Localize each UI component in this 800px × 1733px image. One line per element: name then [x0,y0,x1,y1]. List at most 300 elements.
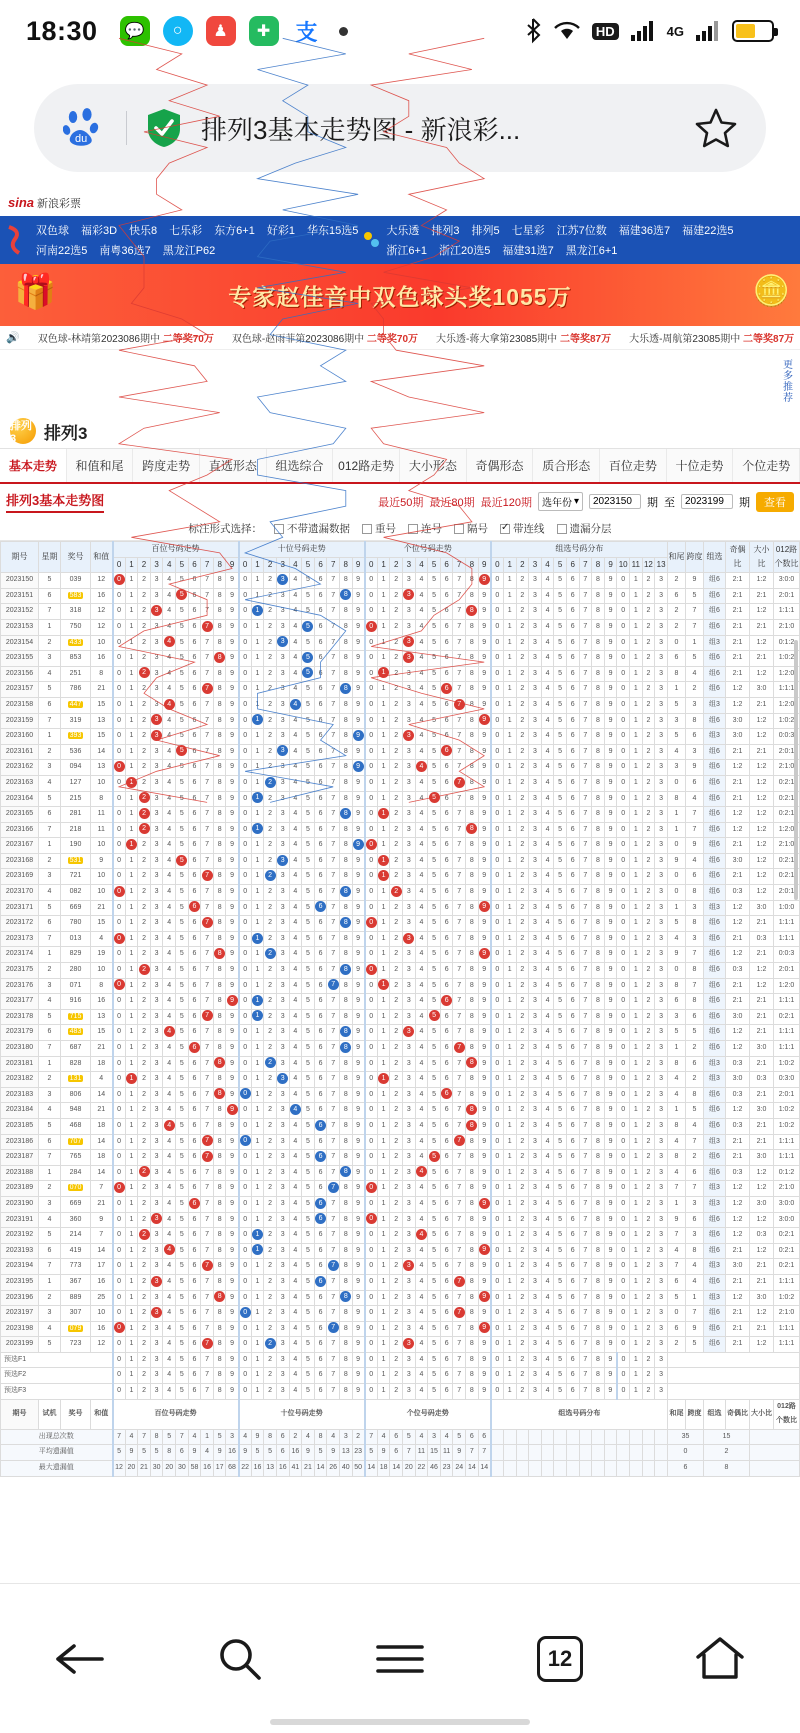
cell-group-dist: 9 [604,869,617,885]
forecast-cell[interactable]: 2 [138,1368,151,1384]
tab-span-trend[interactable]: 跨度走势 [133,449,200,482]
forecast-cell[interactable]: 8 [213,1352,226,1368]
forecast-cell[interactable]: 3 [276,1384,289,1400]
footer-stat-cell: 40 [339,1461,352,1477]
forecast-cell[interactable]: 5 [302,1368,315,1384]
forecast-cell[interactable]: 0 [239,1384,252,1400]
nav-item-pl5[interactable]: 排列5 [471,225,500,237]
table-row [1,931,800,947]
forecast-cell[interactable]: 1 [503,1368,516,1384]
nav-item-zj20x5[interactable]: 浙江20选5 [439,245,491,257]
page-scrollbar[interactable] [794,640,798,900]
forecast-cell[interactable]: 2 [390,1352,403,1368]
forecast-cell[interactable]: 9 [478,1368,491,1384]
tab-count-icon[interactable] [528,1627,592,1691]
forecast-cell[interactable]: 0 [113,1368,126,1384]
forecast-cell[interactable]: 2 [642,1384,655,1400]
cell-digit-ge: 6 [440,900,453,916]
option-no-missing[interactable] [274,521,350,536]
cell-digit-ge: 5 [428,1290,441,1306]
forecast-cell[interactable]: 8 [339,1384,352,1400]
forecast-cell[interactable]: 4 [163,1368,176,1384]
forecast-cell[interactable]: 1 [125,1352,138,1368]
forecast-cell[interactable]: 8 [466,1384,479,1400]
tab-tens-trend[interactable]: 十位走势 [667,449,734,482]
forecast-cell[interactable]: 5 [554,1352,567,1368]
cell-digit-bai: 5 [176,1165,189,1181]
forecast-cell[interactable]: 7 [453,1352,466,1368]
nav-item-pl3[interactable]: 排列3 [431,225,460,237]
forecast-cell[interactable]: 4 [415,1384,428,1400]
option-repeat[interactable] [362,521,396,536]
cell-number: 853 [61,651,91,667]
forecast-cell[interactable]: 0 [113,1384,126,1400]
forecast-cell[interactable]: 0 [491,1384,504,1400]
forecast-cell[interactable]: 1 [377,1384,390,1400]
nav-item-fj31x7[interactable]: 福建31选7 [502,245,554,257]
forecast-cell[interactable]: 3 [150,1368,163,1384]
forecast-cell[interactable]: 9 [352,1384,365,1400]
cell-group-dist: 9 [604,1134,617,1150]
tab-prime-composite-form[interactable]: 质合形态 [533,449,600,482]
forecast-cell[interactable]: 6 [440,1368,453,1384]
cell-group-dist: 4 [541,635,554,651]
cell-digit-shi: 5 [302,729,315,745]
period-to-input[interactable]: 2023199 [681,494,733,509]
nav-item-fc3d[interactable]: 福彩3D [81,225,118,237]
forecast-cell[interactable]: 8 [592,1368,605,1384]
forecast-row[interactable] [1,1368,800,1384]
forecast-cell[interactable]: 6 [440,1352,453,1368]
cell-digit-shi: 4 [289,963,302,979]
cell-group-dist: 7 [579,713,592,729]
star-icon[interactable] [694,106,738,150]
more-recommend-link[interactable]: 更多推荐 [783,360,793,404]
forecast-cell[interactable]: 1 [377,1368,390,1384]
cell-digit-bai: 3 [150,916,163,932]
forecast-cell[interactable]: 6 [440,1384,453,1400]
forecast-cell[interactable]: 6 [188,1368,201,1384]
forecast-cell[interactable]: 0 [617,1352,630,1368]
cell-group-dist: 0 [617,1337,630,1353]
cell-digit-bai: 5 [176,963,189,979]
menu-icon[interactable] [368,1627,432,1691]
forecast-cell[interactable]: 3 [529,1384,542,1400]
option-consecutive[interactable] [408,521,442,536]
forecast-cell[interactable]: 7 [201,1352,214,1368]
cell-period: 2023176 [1,978,39,994]
cell-digit-shi: 9 [352,791,365,807]
forecast-cell[interactable]: 3 [655,1384,668,1400]
forecast-cell[interactable]: 3 [150,1352,163,1368]
nav-item-hd15x5[interactable]: 华东15选5 [306,225,359,237]
ball-marker: 6 [315,901,326,912]
nav-item-hljp62[interactable]: 黑龙江P62 [162,245,216,257]
nav-item-qlc[interactable]: 七乐彩 [169,225,203,237]
forecast-cell[interactable]: 1 [125,1384,138,1400]
forecast-cell[interactable]: 5 [554,1384,567,1400]
forecast-cell[interactable]: 9 [226,1352,239,1368]
forecast-cell[interactable]: 1 [251,1352,264,1368]
address-bar[interactable] [34,84,766,172]
cell-odd-even: 0:3 [726,1118,750,1134]
tab-size-form[interactable]: 大小形态 [400,449,467,482]
cell-digit-ge: 2 [390,791,403,807]
cell-period: 2023199 [1,1337,39,1353]
forecast-cell[interactable]: 1 [251,1368,264,1384]
forecast-row[interactable] [1,1352,800,1368]
cell-group-dist: 5 [554,1025,567,1041]
ball-marker: 8 [340,1291,351,1302]
cell-period: 2023170 [1,885,39,901]
cell-group-dist: 6 [566,1321,579,1337]
cell-group-dist: 1 [503,713,516,729]
option-connect-line[interactable] [500,521,545,536]
forecast-cell[interactable]: 4 [541,1352,554,1368]
tab-direct-form[interactable]: 直选形态 [200,449,267,482]
cell-number: 889 [61,1290,91,1306]
forecast-cell[interactable]: 1 [503,1352,516,1368]
forecast-cell[interactable]: 6 [314,1368,327,1384]
forecast-cell[interactable]: 5 [176,1352,189,1368]
forecast-cell[interactable]: 2 [516,1352,529,1368]
cell-group-dist: 3 [655,1118,668,1134]
cell-digit-shi: 3 [276,1321,289,1337]
nav-item-ssq[interactable]: 双色球 [36,225,69,237]
cell-digit-bai: 2 [138,916,151,932]
forecast-cell[interactable]: 4 [163,1352,176,1368]
nav-item-hlj61[interactable]: 黑龙江6+1 [565,245,618,257]
tab-group-comprehensive[interactable]: 组选综合 [267,449,334,482]
forecast-cell[interactable]: 5 [554,1368,567,1384]
forecast-cell[interactable]: 8 [592,1352,605,1368]
cell-group-dist: 3 [655,1259,668,1275]
checkbox-checked-icon [500,524,510,534]
forecast-cell[interactable]: 4 [289,1384,302,1400]
forecast-cell[interactable]: 1 [251,1384,264,1400]
cell-digit-shi: 5 [302,1228,315,1244]
forecast-cell[interactable]: 8 [466,1368,479,1384]
nav-item-fj22x5[interactable]: 福建22选5 [682,225,734,237]
cell-digit-ge: 8 [466,838,479,854]
cell-digit-bai: 7 [201,931,214,947]
forecast-cell[interactable]: 3 [403,1352,416,1368]
forecast-cell[interactable]: 2 [264,1368,277,1384]
cell-odd-even: 1:2 [726,1228,750,1244]
cell-digit-shi: 1 [251,916,264,932]
cell-digit-shi: 7 [327,1228,340,1244]
cell-digit-ge [403,931,416,947]
forecast-cell[interactable]: 9 [604,1384,617,1400]
promo-banner[interactable] [0,264,800,326]
cell-digit-ge: 9 [478,635,491,651]
forecast-cell[interactable]: 9 [226,1384,239,1400]
forecast-cell[interactable]: 1 [629,1384,642,1400]
forecast-cell[interactable]: 5 [176,1368,189,1384]
cell-digit-bai: 9 [226,666,239,682]
forecast-cell[interactable]: 7 [327,1384,340,1400]
forecast-cell[interactable]: 9 [352,1368,365,1384]
forecast-cell[interactable]: 7 [579,1368,592,1384]
cell-digit-ge: 9 [478,1118,491,1134]
cell-digit-bai: 0 [113,1072,126,1088]
cell-digit-ge: 1 [377,1306,390,1322]
forecast-cell[interactable]: 0 [617,1368,630,1384]
year-select[interactable] [538,492,583,511]
cell-digit-bai: 8 [213,1243,226,1259]
forecast-cell[interactable]: 8 [592,1384,605,1400]
forecast-cell[interactable]: 2 [264,1352,277,1368]
range-link-120[interactable]: 最近120期 [480,496,532,509]
forecast-cell[interactable]: 3 [276,1352,289,1368]
cell-group-dist: 2 [516,604,529,620]
cell-digit-shi: 4 [289,1072,302,1088]
forecast-cell[interactable]: 4 [289,1368,302,1384]
forecast-cell[interactable]: 2 [516,1384,529,1400]
tab-012-trend[interactable]: 012路走势 [333,449,400,482]
forecast-cell[interactable]: 4 [541,1368,554,1384]
forecast-cell[interactable]: 3 [655,1368,668,1384]
cell-digit-shi: 7 [327,1103,340,1119]
forecast-cell[interactable]: 6 [566,1352,579,1368]
th-group-col: 9 [604,557,617,573]
forecast-cell[interactable]: 3 [403,1368,416,1384]
cell-digit-shi: 0 [239,994,252,1010]
forecast-cell[interactable]: 2 [642,1352,655,1368]
forecast-cell[interactable]: 2 [390,1384,403,1400]
back-arrow-icon[interactable] [48,1627,112,1691]
cell-group: 组3 [704,1056,726,1072]
marquee-item [436,330,611,345]
forecast-cell[interactable]: 1 [503,1384,516,1400]
forecast-cell[interactable]: 7 [453,1384,466,1400]
cell-digit-bai: 9 [226,1196,239,1212]
range-link-50[interactable]: 最近50期 [378,496,424,509]
forecast-cell[interactable]: 6 [566,1368,579,1384]
forecast-cell[interactable]: 4 [541,1384,554,1400]
cell-digit-bai: 8 [213,1118,226,1134]
forecast-cell[interactable]: 8 [466,1352,479,1368]
forecast-cell[interactable]: 7 [327,1352,340,1368]
cell-digit-ge: 7 [453,1165,466,1181]
cell-digit-shi: 2 [264,1243,277,1259]
cell-digit-ge: 9 [478,697,491,713]
forecast-row[interactable] [1,1384,800,1400]
nav-item-zj61[interactable]: 浙江6+1 [386,245,428,257]
forecast-cell[interactable]: 8 [213,1368,226,1384]
forecast-cell[interactable]: 3 [529,1352,542,1368]
nav-item-fj36x7[interactable]: 福建36选7 [618,225,671,237]
option-gap[interactable] [454,521,488,536]
forecast-cell[interactable]: 7 [579,1352,592,1368]
forecast-cell[interactable]: 5 [302,1384,315,1400]
forecast-cell[interactable]: 9 [226,1368,239,1384]
cell-digit-bai: 1 [125,1243,138,1259]
forecast-cell[interactable]: 3 [529,1368,542,1384]
forecast-cell[interactable]: 6 [566,1384,579,1400]
forecast-cell[interactable]: 2 [390,1368,403,1384]
tab-basic-trend[interactable]: 基本走势 [0,449,67,482]
forecast-cell[interactable]: 1 [629,1368,642,1384]
cell-odd-even: 2:1 [726,1243,750,1259]
forecast-cell[interactable]: 5 [428,1368,441,1384]
cell-digit-bai: 8 [213,791,226,807]
forecast-cell[interactable]: 8 [213,1384,226,1400]
cell-digit-bai: 2 [138,994,151,1010]
nav-item-ny36x7[interactable]: 南粤36选7 [99,245,151,257]
forecast-cell[interactable]: 3 [403,1384,416,1400]
forecast-cell[interactable]: 5 [428,1384,441,1400]
forecast-cell[interactable]: 9 [478,1384,491,1400]
cell-digit-shi: 9 [352,1306,365,1322]
forecast-cell[interactable]: 0 [365,1368,378,1384]
forecast-cell[interactable]: 4 [415,1368,428,1384]
forecast-cell[interactable]: 9 [352,1352,365,1368]
cell-group-dist: 5 [554,1009,567,1025]
forecast-cell[interactable]: 4 [415,1352,428,1368]
nav-item-hn22x5[interactable]: 河南22选5 [36,245,88,257]
forecast-cell[interactable]: 4 [289,1352,302,1368]
forecast-cell[interactable]: 3 [276,1368,289,1384]
forecast-cell[interactable]: 2 [138,1384,151,1400]
forecast-cell[interactable]: 7 [453,1368,466,1384]
tab-sum-tail[interactable]: 和值和尾 [67,449,134,482]
nav-item-dlt[interactable]: 大乐透 [386,225,420,237]
search-icon[interactable] [208,1627,272,1691]
cell-group-dist: 8 [592,931,605,947]
ball-marker: 1 [378,870,389,881]
forecast-cell[interactable]: 4 [163,1384,176,1400]
view-button[interactable]: 查看 [756,492,794,512]
forecast-cell[interactable]: 7 [327,1368,340,1384]
nav-item-qxc[interactable]: 七星彩 [511,225,545,237]
forecast-cell[interactable]: 6 [188,1384,201,1400]
tab-odd-even-form[interactable]: 奇偶形态 [467,449,534,482]
forecast-cell[interactable]: 7 [579,1384,592,1400]
forecast-cell[interactable]: 2 [516,1368,529,1384]
cell-span: 7 [686,978,704,994]
forecast-cell[interactable]: 2 [642,1368,655,1384]
th-digit: 4 [163,557,176,573]
cell-digit-ge: 7 [453,994,466,1010]
cell-number [61,697,91,713]
forecast-cell[interactable]: 3 [655,1352,668,1368]
forecast-cell[interactable]: 0 [365,1352,378,1368]
cell-digit-shi: 9 [352,1118,365,1134]
cell-group: 组6 [704,853,726,869]
cell-digit-ge: 1 [377,1056,390,1072]
ball-marker: 8 [466,823,477,834]
ball-marker: 3 [277,636,288,647]
home-icon[interactable] [688,1627,752,1691]
cell-digit-ge: 6 [440,1306,453,1322]
cell-digit-ge: 4 [415,619,428,635]
cell-group-dist: 3 [655,869,668,885]
forecast-cell[interactable]: 0 [491,1368,504,1384]
forecast-cell[interactable]: 1 [629,1352,642,1368]
cell-digit-bai: 1 [125,682,138,698]
cell-digit-ge: 6 [440,1009,453,1025]
cell-digit-shi: 8 [339,651,352,667]
forecast-cell[interactable]: 9 [604,1352,617,1368]
forecast-cell[interactable]: 7 [201,1384,214,1400]
ball-marker: 2 [265,870,276,881]
cell-digit-shi: 3 [276,1243,289,1259]
cell-digit-ge: 3 [403,1072,416,1088]
cell-digit-ge: 1 [377,1134,390,1150]
forecast-cell[interactable]: 8 [339,1352,352,1368]
forecast-cell[interactable]: 2 [138,1352,151,1368]
cell-digit-shi: 5 [302,1243,315,1259]
range-link-80[interactable]: 最近80期 [429,496,475,509]
forecast-cell[interactable]: 6 [314,1352,327,1368]
forecast-cell[interactable]: 5 [302,1352,315,1368]
forecast-cell[interactable]: 1 [125,1368,138,1384]
option-missing-layer[interactable] [557,521,612,536]
forecast-cell[interactable]: 0 [113,1352,126,1368]
nav-item-js7[interactable]: 江苏7位数 [556,225,607,237]
forecast-cell[interactable]: 0 [239,1368,252,1384]
forecast-cell[interactable]: 0 [239,1352,252,1368]
forecast-cell[interactable]: 0 [491,1352,504,1368]
forecast-cell[interactable]: 8 [339,1368,352,1384]
cell-group-dist: 2 [516,1165,529,1181]
forecast-cell[interactable]: 7 [201,1368,214,1384]
cell-group-dist: 3 [529,1274,542,1290]
forecast-cell[interactable]: 9 [604,1368,617,1384]
forecast-cell[interactable]: 3 [150,1384,163,1400]
winners-marquee [0,326,800,350]
cell-group-dist: 4 [541,885,554,901]
cell-group-dist: 1 [503,1196,516,1212]
cell-digit-ge: 4 [415,588,428,604]
forecast-cell[interactable]: 0 [365,1384,378,1400]
cell-digit-ge [466,604,479,620]
cell-digit-ge: 4 [415,1306,428,1322]
forecast-cell[interactable]: 0 [617,1384,630,1400]
cell-sum: 21 [91,682,113,698]
cell-odd-even: 2:1 [726,744,750,760]
cell-digit-shi: 4 [289,1290,302,1306]
cell-size: 0:3 [750,1072,774,1088]
forecast-cell[interactable]: 6 [314,1384,327,1400]
cell-digit-bai: 2 [138,651,151,667]
nav-item-df61[interactable]: 东方6+1 [214,225,255,237]
cell-group-dist: 6 [566,1009,579,1025]
forecast-cell[interactable]: 2 [264,1384,277,1400]
cell-digit-bai: 6 [188,1118,201,1134]
table-row [1,978,800,994]
cell-size: 2:1 [750,947,774,963]
forecast-cell[interactable]: 1 [377,1352,390,1368]
forecast-cell[interactable]: 9 [478,1352,491,1368]
forecast-cell[interactable]: 6 [188,1352,201,1368]
tab-units-trend[interactable]: 个位走势 [733,449,800,482]
footer-stat-cell: 9 [213,1445,226,1461]
cell-group-dist: 2 [642,1072,655,1088]
cell-number: 318 [61,604,91,620]
tab-hundreds-trend[interactable]: 百位走势 [600,449,667,482]
cell-digit-bai: 6 [188,1212,201,1228]
nav-item-hc1[interactable]: 好彩1 [266,225,295,237]
cell-group-dist: 9 [604,1337,617,1353]
nav-item-kl8[interactable]: 快乐8 [129,225,158,237]
cell-digit-shi: 2 [264,1134,277,1150]
forecast-cell[interactable]: 5 [176,1384,189,1400]
cell-digit-bai: 2 [138,619,151,635]
period-from-input[interactable]: 2023150 [589,494,641,509]
forecast-cell[interactable]: 5 [428,1352,441,1368]
